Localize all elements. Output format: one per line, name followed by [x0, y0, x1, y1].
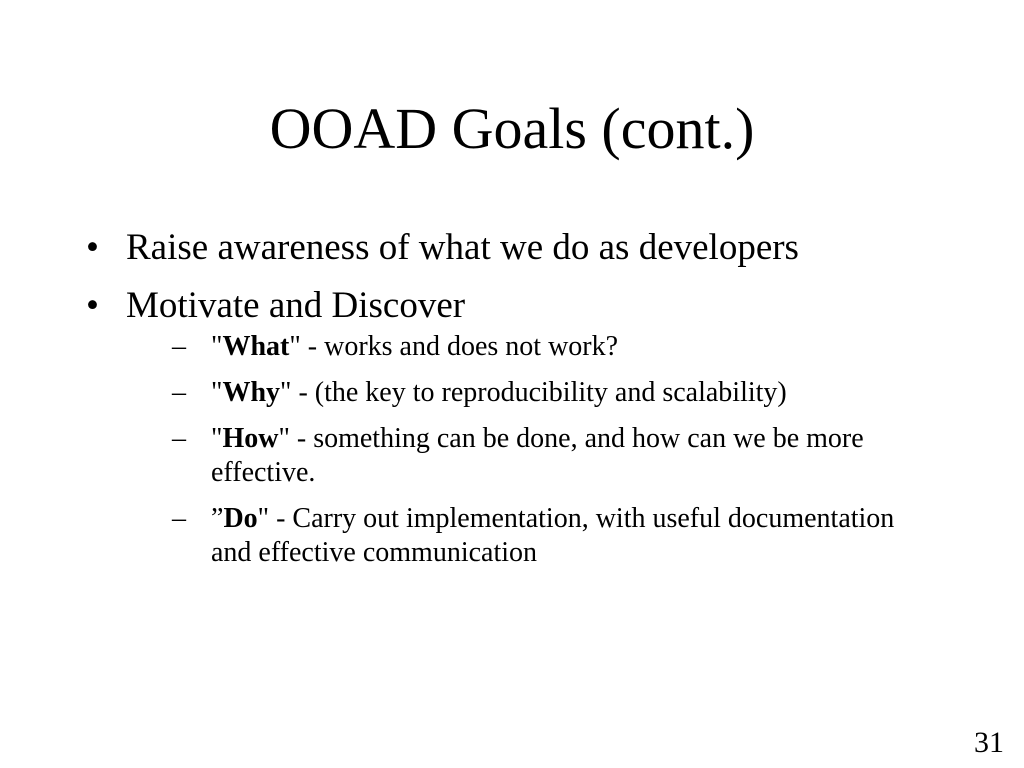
slide-title: OOAD Goals (cont.) [269, 96, 755, 161]
sub-bullet-why [172, 376, 926, 410]
sub-bullet-text: " - Carry out implementation, with useful documentation and effective communication [211, 503, 895, 568]
sub-bullet-text: " - works and does not work? [289, 331, 619, 362]
bullet-item-awareness [86, 226, 926, 270]
page-number: 31 [974, 726, 1004, 759]
sub-bullet-list [172, 330, 926, 570]
sub-bullet-keyword: What [222, 331, 290, 362]
bullet-text: Raise awareness of what we do as developers [126, 227, 799, 268]
sub-bullet-keyword: Do [223, 503, 258, 534]
sub-bullet-how [172, 422, 926, 490]
sub-bullet-text: " - (the key to reproducibility and scalability) [280, 377, 787, 408]
sub-bullet-open-quote: " [211, 423, 223, 454]
bullet-dot-icon: • [86, 227, 99, 268]
dash-icon: – [172, 377, 186, 408]
dash-icon: – [172, 423, 186, 454]
bullet-text: Motivate and Discover [126, 285, 466, 326]
dash-icon: – [172, 503, 186, 534]
sub-bullet-what [172, 330, 926, 364]
sub-bullet-keyword: How [222, 423, 279, 454]
sub-bullet-open-quote: " [211, 377, 223, 408]
sub-bullet-text: " - something can be done, and how can we be more effective. [211, 423, 864, 488]
sub-bullet-keyword: Why [222, 377, 281, 408]
sub-bullet-open-quote: ” [211, 503, 224, 534]
bullet-item-motivate [86, 284, 926, 570]
sub-bullet-do [172, 502, 926, 570]
sub-bullet-open-quote: " [211, 331, 223, 362]
bullet-dot-icon: • [86, 285, 99, 326]
bullet-list [86, 226, 926, 584]
dash-icon: – [172, 331, 186, 362]
